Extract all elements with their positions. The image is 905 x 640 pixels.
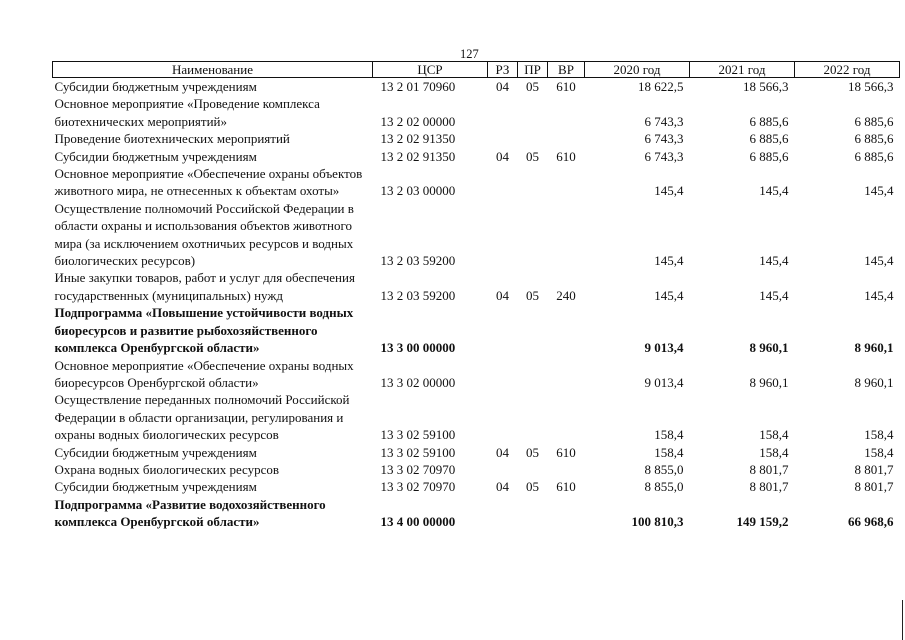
cell-rz: 04 [496,444,509,460]
cell-csr: 13 4 00 00000 [380,514,456,530]
cell-pr [518,200,548,270]
cell-2021: 18 566,3 [743,79,789,94]
cell-vr [548,165,585,200]
cell-vr: 610 [556,79,576,94]
header-csr: ЦСР [373,62,488,78]
cell-2022: 145,4 [864,183,894,199]
cell-pr: 05 [526,444,539,460]
header-vr: ВР [548,62,585,78]
cell-2021: 6 885,6 [749,148,789,164]
cell-csr: 13 2 03 59200 [380,253,456,269]
cell-vr [548,496,585,531]
cell-vr: 610 [556,479,576,495]
table-row [53,304,900,356]
cell-2022: 6 885,6 [854,113,894,129]
cell-name: Субсидии бюджетным учреждениям [54,479,257,495]
cell-2021: 145,4 [759,253,789,269]
cell-rz [488,165,518,200]
cell-name: Осуществление переданных полномочий Российской Федерации в области организации, регулирования и охраны водных биологических ресурсов [54,392,350,443]
cell-2020: 6 743,3 [644,131,684,147]
cell-pr [518,391,548,443]
cell-2021: 145,4 [759,287,789,303]
cell-pr [518,357,548,392]
table-body [53,78,900,531]
cell-name: Охрана водных биологических ресурсов [54,461,280,477]
cell-2021: 158,4 [759,444,789,460]
header-2020: 2020 год [585,62,690,78]
cell-name: Осуществление полномочий Российской Федерации в области охраны и использования объектов животного мира (за исключением охотничьих ресурсов и водных биологических ресурсов) [54,200,354,269]
cell-name: Проведение биотехнических мероприятий [54,131,290,147]
cell-name: Субсидии бюджетным учреждениям [54,148,257,164]
cell-pr [518,95,548,130]
table-row [53,165,900,200]
cell-pr [518,496,548,531]
cell-2020: 158,4 [654,444,684,460]
cell-2022: 8 801,7 [854,479,894,495]
cell-rz: 04 [496,148,509,164]
cell-2020: 9 013,4 [644,340,684,356]
cell-name: Подпрограмма «Развитие водохозяйственного комплекса Оренбургской области» [54,496,326,530]
table-row [53,200,900,270]
cell-name: Основное мероприятие «Обеспечение охраны объектов животного мира, не отнесенных к объектам охоты» [54,166,363,199]
header-pr: ПР [518,62,548,78]
table-row [53,78,900,96]
cell-pr [518,130,548,147]
cell-name: Основное мероприятие «Обеспечение охраны водных биоресурсов Оренбургской области» [54,357,354,390]
cell-2021: 8 801,7 [749,479,789,495]
table-row [53,444,900,461]
table-row [53,148,900,165]
cell-name: Подпрограмма «Повышение устойчивости водных биоресурсов и развитие рыбохозяйственного комплекса Оренбургской области» [54,305,354,356]
cell-2022: 8 801,7 [854,461,894,477]
cell-pr: 05 [526,479,539,495]
cell-name: Субсидии бюджетным учреждениям [54,444,257,460]
cell-2021: 8 960,1 [749,340,789,356]
cell-rz [488,130,518,147]
budget-table [52,61,900,531]
cell-rz [488,200,518,270]
cell-2021: 6 885,6 [749,113,789,129]
cell-2021: 8 960,1 [749,374,789,390]
cell-2020: 145,4 [654,287,684,303]
cell-pr: 05 [526,79,539,94]
cell-2020: 6 743,3 [644,148,684,164]
header-2021: 2021 год [690,62,795,78]
cell-name: Иные закупки товаров, работ и услуг для обеспечения государственных (муниципальных) нужд [54,270,355,303]
cell-rz: 04 [496,479,509,495]
cell-2020: 100 810,3 [631,514,684,530]
table-row [53,357,900,392]
cell-csr: 13 2 03 00000 [380,183,456,199]
cell-pr: 05 [526,287,539,303]
cell-vr: 610 [556,444,576,460]
cell-2022: 8 960,1 [854,374,894,390]
cell-csr: 13 3 02 70970 [380,461,456,477]
cell-csr: 13 3 02 59100 [380,427,456,443]
cell-2021: 158,4 [759,427,789,443]
cell-2020: 8 855,0 [644,461,684,477]
cell-pr [518,165,548,200]
cell-2021: 6 885,6 [749,131,789,147]
cell-rz [488,357,518,392]
table-row [53,391,900,443]
cell-2022: 8 960,1 [854,340,894,356]
cell-rz [488,461,518,478]
cell-2022: 6 885,6 [854,131,894,147]
table-header-row [53,62,900,78]
cell-csr: 13 3 02 59100 [380,444,456,460]
cell-csr: 13 3 00 00000 [380,340,456,356]
cell-2020: 145,4 [654,253,684,269]
header-rz: РЗ [488,62,518,78]
header-name: Наименование [53,62,373,78]
cell-2020: 9 013,4 [644,374,684,390]
cell-rz [488,95,518,130]
cell-name: Основное мероприятие «Проведение комплекса биотехнических мероприятий» [54,96,320,129]
cell-2022: 18 566,3 [848,79,894,94]
page-number: 127 [460,47,479,61]
cell-vr: 610 [556,148,576,164]
cell-csr: 13 3 02 00000 [380,374,456,390]
cell-vr [548,357,585,392]
cell-2022: 6 885,6 [854,148,894,164]
cell-rz [488,391,518,443]
cell-csr: 13 3 02 70970 [380,479,456,495]
table-row [53,478,900,495]
cell-2021: 8 801,7 [749,461,789,477]
cell-pr [518,461,548,478]
cell-2022: 158,4 [864,444,894,460]
cell-2022: 158,4 [864,427,894,443]
cell-vr [548,130,585,147]
table-row [53,461,900,478]
table-row [53,95,900,130]
cell-csr: 13 2 02 91350 [380,148,456,164]
cell-pr: 05 [526,148,539,164]
cell-csr: 13 2 01 70960 [380,79,456,94]
cell-vr [548,95,585,130]
cell-2020: 8 855,0 [644,479,684,495]
cell-2022: 145,4 [864,253,894,269]
cell-rz: 04 [496,79,509,94]
cell-2021: 145,4 [759,183,789,199]
cell-rz [488,496,518,531]
cell-csr: 13 2 03 59200 [380,287,456,303]
table-row [53,269,900,304]
cell-csr: 13 2 02 00000 [380,113,456,129]
cell-pr [518,304,548,356]
cell-2022: 66 968,6 [848,514,894,530]
cell-vr [548,200,585,270]
scan-edge-mark [902,600,903,640]
cell-name: Субсидии бюджетным учреждениям [54,79,257,94]
cell-2020: 6 743,3 [644,113,684,129]
cell-vr [548,461,585,478]
cell-2020: 145,4 [654,183,684,199]
cell-2020: 158,4 [654,427,684,443]
cell-rz [488,304,518,356]
cell-csr: 13 2 02 91350 [380,131,456,147]
cell-rz: 04 [496,287,509,303]
cell-vr: 240 [556,287,576,303]
cell-vr [548,304,585,356]
cell-2020: 18 622,5 [638,79,684,94]
table-row [53,496,900,531]
table-row [53,130,900,147]
cell-vr [548,391,585,443]
header-2022: 2022 год [795,62,900,78]
cell-2021: 149 159,2 [736,514,789,530]
cell-2022: 145,4 [864,287,894,303]
